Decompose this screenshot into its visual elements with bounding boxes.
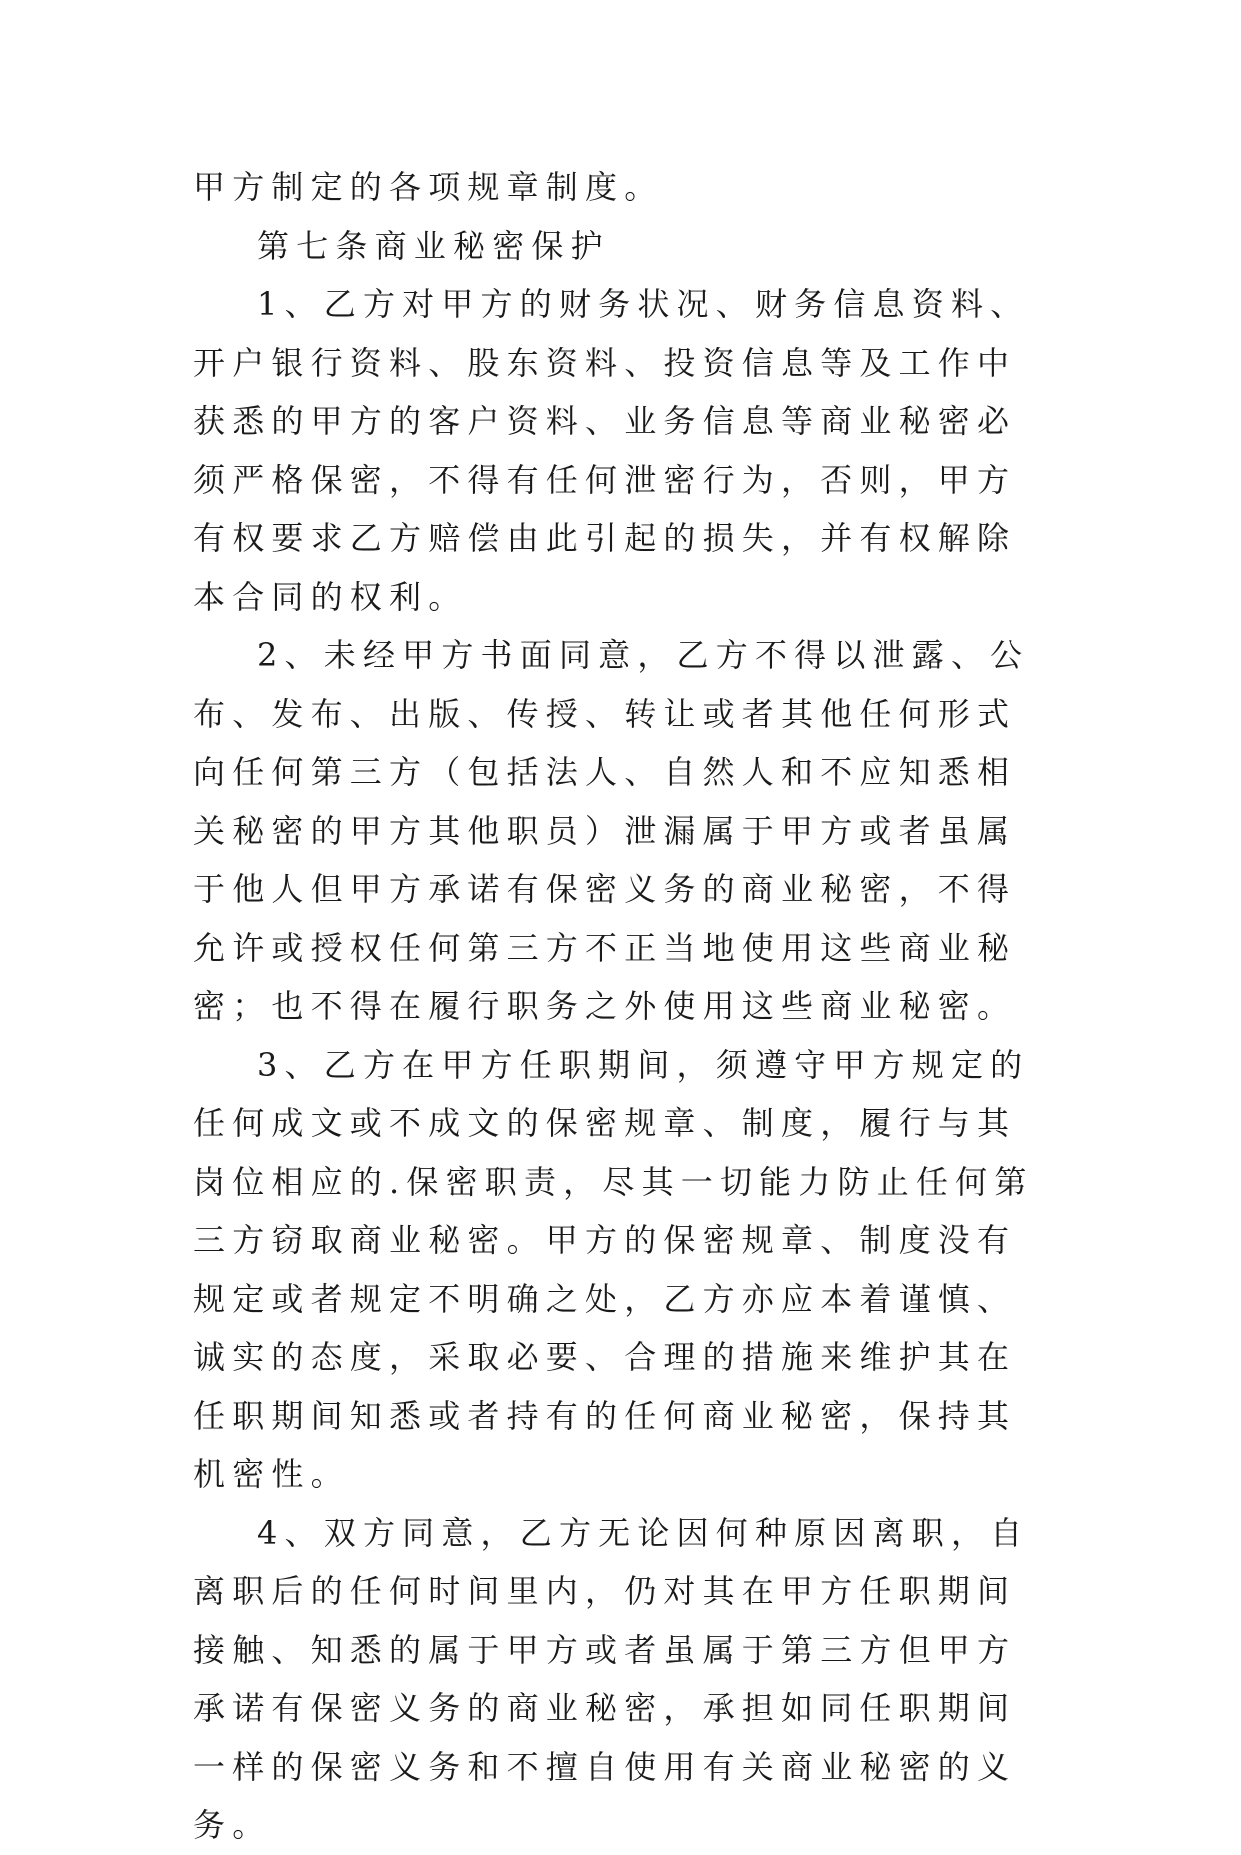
paragraph-continuation: 甲方制定的各项规章制度。 [193,168,664,206]
article-heading: 第七条商业秘密保护 [257,226,610,265]
clause-4: 4、双方同意，乙方无论因何种原因离职，自离职后的任何时间里内，仍对其在甲方任职期间接触、知悉的属于甲方或者虽属于第三方但甲方承诺有保密义务的商业秘密，承担如同任职期间一样的保密义务和不擅自使用有关商业秘密的义务。 [193,1513,1030,1844]
clause-2: 2、未经甲方书面同意，乙方不得以泄露、公布、发布、出版、传授、转让或者其他任何形式向任何第三方（包括法人、自然人和不应知悉相关秘密的甲方其他职员）泄漏属于甲方或者虽属于他人但甲方承诺有保密义务的商业秘密，不得允许或授权任何第三方不正当地使用这些商业秘密；也不得在履行职务之外使用这些商业秘密。 [193,636,1030,1025]
document-body [193,158,1053,1855]
clause-3: 3、乙方在甲方任职期间，须遵守甲方规定的任何成文或不成文的保密规章、制度，履行与其岗位相应的.保密职责，尽其一切能力防止任何第三方窃取商业秘密。甲方的保密规章、制度没有规定或者规定不明确之处，乙方亦应本着谨慎、诚实的态度，采取必要、合理的措施来维护其在任职期间知悉或者持有的任何商业秘密，保持其机密性。 [193,1045,1034,1493]
clause-1: 1、乙方对甲方的财务状况、财务信息资料、开户银行资料、股东资料、投资信息等及工作中获悉的甲方的客户资料、业务信息等商业秘密必须严格保密，不得有任何泄密行为，否则，甲方有权要求乙方赔偿由此引起的损失，并有权解除本合同的权利。 [193,285,1030,616]
